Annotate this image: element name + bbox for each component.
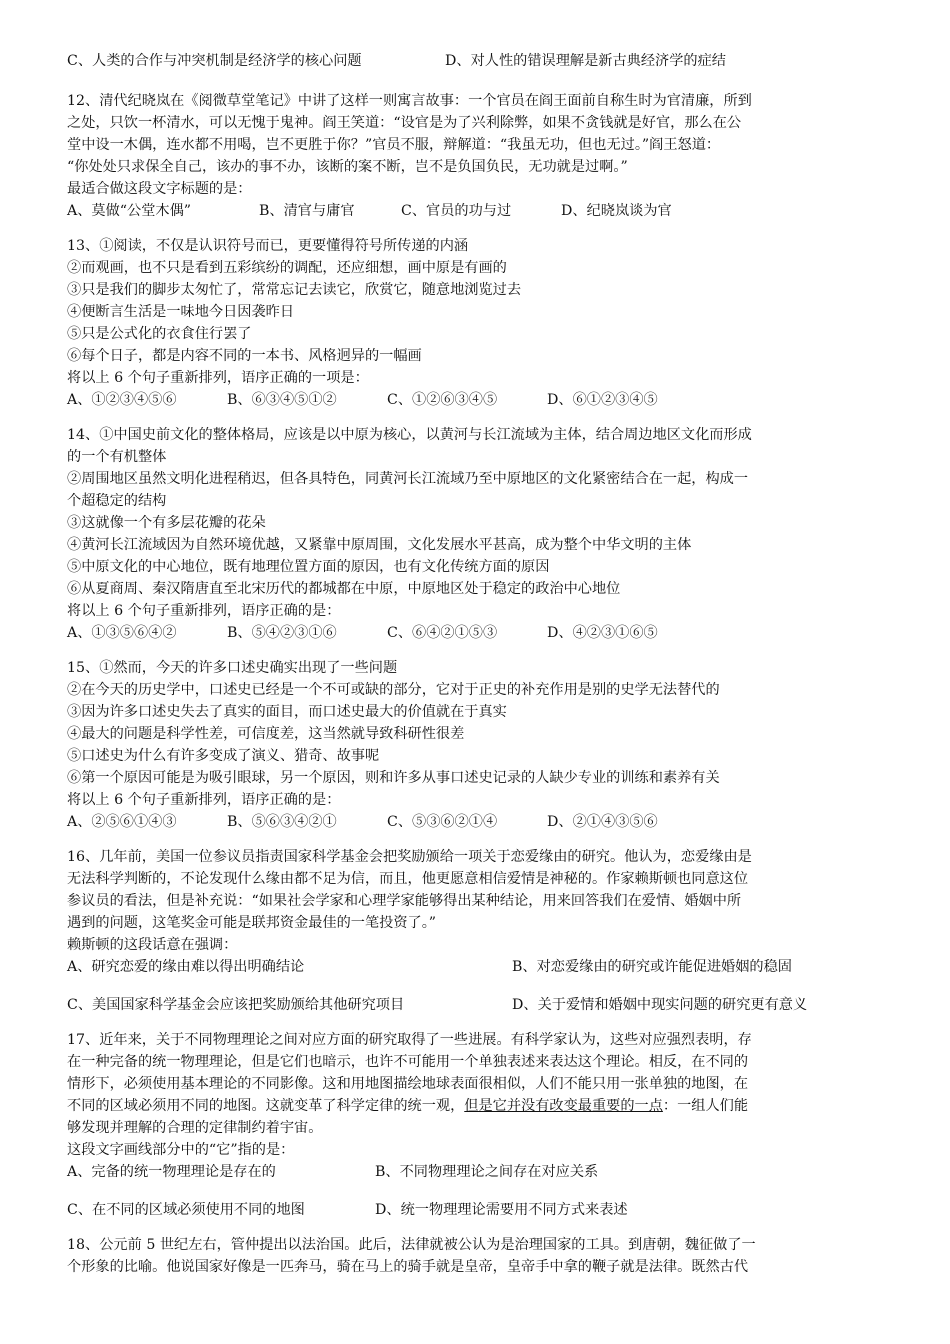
q16-options-cd (67, 994, 882, 1016)
q14-option-c: C、⑥④②①⑤③ (387, 625, 498, 641)
q15-option-a: A、②⑤⑥①④③ (67, 814, 177, 830)
exam-page (67, 50, 882, 1278)
q14-option-b: B、⑤④②③①⑥ (227, 625, 337, 641)
q13-prompt: 将以上 6 个句子重新排列，语序正确的一项是： (67, 370, 369, 386)
q12-option-b: B、清官与庸官 (259, 203, 355, 219)
q13-line: ⑤只是公式化的衣食住行罢了 (67, 326, 252, 342)
q14-prompt: 将以上 6 个句子重新排列，语序正确的是： (67, 603, 341, 619)
q12-options (67, 200, 882, 222)
q16-prompt: 赖斯顿的这段话意在强调： (67, 937, 238, 953)
q12-option-c: C、官员的功与过 (401, 203, 512, 219)
q17-line (67, 1095, 882, 1117)
q17-options-cd (67, 1199, 882, 1221)
q18-line: 18、公元前 5 世纪左右，管仲提出以法治国。此后，法律就被公认为是治理国家的工具。到唐朝，魏征做了一 (67, 1237, 756, 1253)
q13-line: ⑥每个日子，都是内容不同的一本书、风格迥异的一幅画 (67, 348, 422, 364)
q14-line: 14、①中国史前文化的整体格局，应该是以中原为核心，以黄河与长江流域为主体，结合周边地区文化而形成 (67, 427, 752, 443)
q12-line: 堂中设一木偶，连水都不用喝，岂不更胜于你？”官员不服，辩解道：“我虽无功，但也无过。”阎王怒道： (67, 137, 721, 153)
q16-option-a: A、研究恋爱的缘由难以得出明确结论 (67, 959, 305, 975)
q17-option-b: B、不同物理理论之间存在对应关系 (375, 1164, 599, 1180)
q15-option-c: C、⑤③⑥②①④ (387, 814, 498, 830)
q15-line: ⑤口述史为什么有许多变成了演义、猎奇、故事呢 (67, 748, 380, 764)
q13-option-b: B、⑥③④⑤①② (227, 392, 337, 408)
q16-line: 参议员的看法，但是补充说：“如果社会学家和心理学家能够得出某种结论，用来回答我们在爱情、婚姻中所 (67, 893, 742, 909)
q18-line: 个形象的比喻。他说国家好像是一匹奔马，骑在马上的骑手就是皇帝，皇帝手中拿的鞭子就是法律。既然古代 (67, 1259, 749, 1275)
q16-option-b: B、对恋爱缘由的研究或许能促进婚姻的稳固 (512, 959, 792, 975)
q17-option-c: C、在不同的区域必须使用不同的地图 (67, 1202, 305, 1218)
question-18 (67, 1234, 882, 1278)
q17-option-d: D、统一物理理论需要用不同方式来表述 (375, 1202, 628, 1218)
q11-option-c: C、人类的合作与冲突机制是经济学的核心问题 (67, 53, 362, 69)
q11-option-d: D、对人性的错误理解是新古典经济学的症结 (445, 53, 726, 69)
q14-option-d: D、④②③①⑥⑤ (547, 625, 658, 641)
q17-options-ab (67, 1161, 882, 1183)
q15-line: ⑥第一个原因可能是为吸引眼球，另一个原因，则和许多从事口述史记录的人缺少专业的训练和素养有关 (67, 770, 720, 786)
q16-option-c: C、美国国家科学基金会应该把奖励颁给其他研究项目 (67, 997, 405, 1013)
q17-underlined-phrase: 但是它并没有改变最重要的一点 (464, 1098, 663, 1114)
q12-prompt: 最适合做这段文字标题的是： (67, 181, 252, 197)
q14-line: ④黄河长江流域因为自然环境优越，又紧靠中原周围，文化发展水平甚高，成为整个中华文明的主体 (67, 537, 692, 553)
q14-line: 个超稳定的结构 (67, 493, 167, 509)
q14-line: ⑥从夏商周、秦汉隋唐直至北宋历代的都城都在中原，中原地区处于稳定的政治中心地位 (67, 581, 621, 597)
q14-option-a: A、①③⑤⑥④② (67, 625, 177, 641)
q14-line: 的一个有机整体 (67, 449, 167, 465)
question-15 (67, 657, 882, 833)
q15-option-b: B、⑤⑥③④②① (227, 814, 337, 830)
q16-line: 16、几年前，美国一位参议员指责国家科学基金会把奖励颁给一项关于恋爱缘由的研究。他认为，恋爱缘由是 (67, 849, 752, 865)
q14-line: ⑤中原文化的中心地位，既有地理位置方面的原因，也有文化传统方面的原因 (67, 559, 550, 575)
q16-line: 无法科学判断的，不论发现什么缘由都不足为信，而且，他更愿意相信爱情是神秘的。作家赖斯顿也同意这位 (67, 871, 749, 887)
question-13 (67, 235, 882, 411)
q15-line: ④最大的问题是科学性差，可信度差，这当然就导致科研性很差 (67, 726, 465, 742)
q14-line: ②周围地区虽然文明化进程稍迟，但各具特色，同黄河长江流域乃至中原地区的文化紧密结合在一起，构成一 (67, 471, 749, 487)
q17-prompt: 这段文字画线部分中的“它”指的是： (67, 1142, 295, 1158)
q12-line: “你处处只求保全自己，该办的事不办，该断的案不断，岂不是负国负民，无功就是过啊。” (67, 159, 628, 175)
question-16 (67, 846, 882, 1016)
q17-line4-pre: 不同的区域必须用不同的地图。这就变革了科学定律的统一观， (67, 1098, 465, 1114)
q15-line: ②在今天的历史学中，口述史已经是一个不可或缺的部分，它对于正史的补充作用是别的史学无法替代的 (67, 682, 720, 698)
q16-line: 遇到的问题，这笔奖金可能是联邦资金最佳的一笔投资了。” (67, 915, 437, 931)
q15-prompt: 将以上 6 个句子重新排列，语序正确的是： (67, 792, 341, 808)
q13-line: 13、①阅读，不仅是认识符号而已，更要懂得符号所传递的内涵 (67, 238, 469, 254)
q11-options (67, 50, 882, 72)
q16-option-d: D、关于爱情和婚姻中现实问题的研究更有意义 (512, 997, 808, 1013)
q12-option-a: A、莫做“公堂木偶” (67, 203, 192, 219)
q14-options (67, 622, 882, 644)
q13-options (67, 389, 882, 411)
q12-line: 之处，只饮一杯清水，可以无愧于鬼神。阎王笑道：“设官是为了兴利除弊，如果不贪钱就是好官，那么在公 (67, 115, 742, 131)
q13-line: ②而观画，也不只是看到五彩缤纷的调配，还应细想，画中原是有画的 (67, 260, 507, 276)
question-17 (67, 1029, 882, 1221)
q12-line: 12、清代纪晓岚在《阅微草堂笔记》中讲了这样一则寓言故事：一个官员在阎王面前自称生时为官清廉，所到 (67, 93, 752, 109)
q17-line: 17、近年来，关于不同物理理论之间对应方面的研究取得了一些进展。有科学家认为，这些对应强烈表明，存 (67, 1032, 752, 1048)
q13-line: ④便断言生活是一味地今日因袭昨日 (67, 304, 295, 320)
question-12 (67, 90, 882, 222)
q13-option-c: C、①②⑥③④⑤ (387, 392, 498, 408)
q15-line: ③因为许多口述史失去了真实的面目，而口述史最大的价值就在于真实 (67, 704, 507, 720)
q13-line: ③只是我们的脚步太匆忙了，常常忘记去读它，欣赏它，随意地浏览过去 (67, 282, 522, 298)
q12-option-d: D、纪晓岚谈为官 (561, 203, 672, 219)
q17-line: 够发现并理解的合理的定律制约着宇宙。 (67, 1120, 323, 1136)
q13-option-a: A、①②③④⑤⑥ (67, 392, 177, 408)
q15-options (67, 811, 882, 833)
q13-option-d: D、⑥①②③④⑤ (547, 392, 658, 408)
q15-option-d: D、②①④③⑤⑥ (547, 814, 658, 830)
question-14 (67, 424, 882, 644)
q17-line: 情形下，必须使用基本理论的不同影像。这和用地图描绘地球表面很相似，人们不能只用一张单独的地图，在 (67, 1076, 749, 1092)
q15-line: 15、①然而，今天的许多口述史确实出现了一些问题 (67, 660, 398, 676)
q17-line: 在一种完备的统一物理理论，但是它们也暗示，也许不可能用一个单独表述来表达这个理论。相反，在不同的 (67, 1054, 749, 1070)
q17-line4-post: ：一组人们能 (662, 1098, 749, 1114)
q16-options-ab (67, 956, 882, 978)
q17-option-a: A、完备的统一物理理论是存在的 (67, 1164, 276, 1180)
q14-line: ③这就像一个有多层花瓣的花朵 (67, 515, 266, 531)
